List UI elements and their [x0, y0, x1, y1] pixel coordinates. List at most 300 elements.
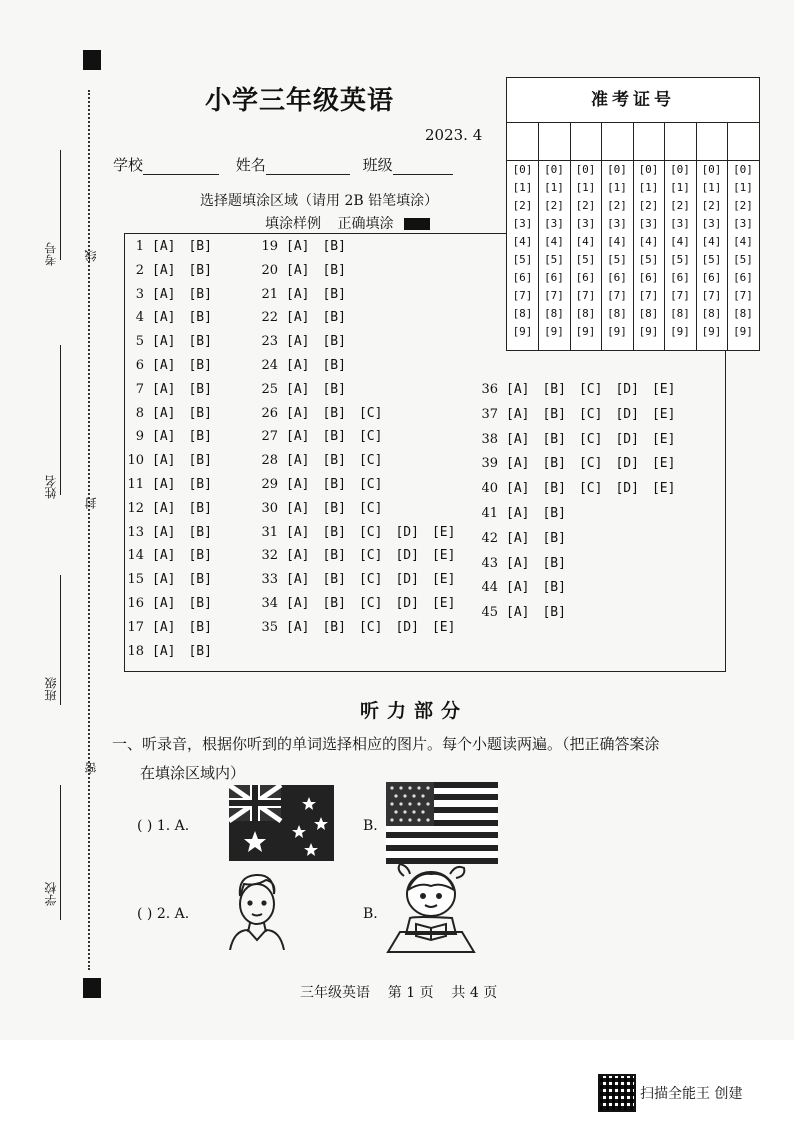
question-number: 32 [261, 548, 278, 564]
answer-bubble[interactable]: [A] [286, 358, 310, 373]
correct-label: 正确填涂 [337, 216, 394, 232]
answer-bubble[interactable]: [B] [322, 572, 346, 588]
girl-reading-image[interactable] [386, 862, 476, 956]
exam-digit-bubble[interactable]: [8] [512, 307, 533, 320]
answer-bubble[interactable]: [B] [322, 500, 346, 516]
side-school-line [60, 785, 61, 920]
binding-line [88, 90, 90, 970]
answer-row-13 [122, 525, 225, 540]
answer-bubble[interactable]: [B] [322, 548, 346, 564]
answer-bubble[interactable]: [E] [651, 431, 676, 447]
seal-label-line: 线 [84, 250, 98, 262]
exam-digit-bubble[interactable]: [7] [607, 289, 627, 302]
answer-bubble[interactable]: [E] [431, 596, 456, 611]
item-1-answer-paren[interactable]: ( ) [137, 818, 153, 834]
exam-digit-bubble[interactable]: [1] [575, 181, 596, 194]
answer-bubble[interactable]: [B] [188, 643, 212, 659]
answer-bubble[interactable]: [A] [506, 406, 530, 422]
exam-number-column [696, 122, 728, 350]
answer-bubble[interactable]: [D] [395, 572, 419, 588]
australia-flag-image[interactable] [229, 785, 334, 861]
answer-bubble[interactable]: [B] [542, 481, 566, 497]
answer-row-27 [256, 429, 395, 444]
exam-digit-bubble[interactable]: [2] [512, 199, 533, 212]
question-1-instruction: 一、听录音，根据你听到的单词选择相应的图片。每个小题读两遍。（把正确答案涂 [112, 735, 660, 753]
answer-bubble[interactable]: [B] [188, 572, 212, 588]
sample-label: 填涂样例 [265, 216, 321, 232]
exam-number-write-cell[interactable] [633, 122, 664, 161]
answer-bubble[interactable]: [A] [506, 481, 530, 497]
answer-row-3 [122, 287, 225, 302]
answer-bubble[interactable]: [C] [358, 524, 383, 540]
answer-bubble[interactable]: [B] [322, 334, 346, 350]
answer-row-11 [122, 477, 225, 492]
question-number: 27 [261, 429, 278, 445]
exam-digit-bubble[interactable]: [7] [733, 289, 753, 302]
exam-number-write-cell[interactable] [696, 122, 727, 161]
answer-row-31 [256, 525, 468, 540]
answer-bubble[interactable]: [A] [152, 239, 176, 254]
answer-bubble[interactable]: [B] [188, 334, 212, 350]
answer-bubble[interactable]: [B] [322, 619, 346, 635]
exam-digit-bubble[interactable]: [2] [575, 199, 596, 212]
answer-bubble[interactable]: [B] [542, 431, 566, 447]
exam-number-box [506, 77, 760, 351]
exam-digit-bubble[interactable]: [5] [638, 253, 659, 266]
answer-row-33 [256, 572, 468, 587]
answer-bubble[interactable]: [B] [322, 405, 346, 421]
answer-row-35 [256, 620, 468, 635]
student-info-row [113, 154, 453, 175]
answer-bubble[interactable]: [C] [358, 429, 383, 445]
answer-bubble[interactable]: [B] [188, 453, 212, 469]
answer-bubble[interactable]: [B] [188, 619, 212, 635]
question-number: 30 [261, 500, 278, 516]
exam-digit-bubble[interactable]: [0] [733, 163, 753, 176]
answer-bubble[interactable]: [B] [322, 262, 346, 278]
exam-digit-bubble[interactable]: [9] [512, 325, 533, 338]
exam-digit-bubble[interactable]: [1] [607, 181, 627, 194]
answer-bubble[interactable]: [A] [152, 429, 176, 445]
answer-bubble[interactable]: [B] [542, 382, 566, 397]
registration-mark-bottom [83, 978, 101, 998]
question-number: 15 [127, 572, 144, 588]
answer-bubble[interactable]: [B] [542, 530, 566, 546]
exam-digit-bubble[interactable]: [8] [733, 307, 753, 320]
answer-bubble[interactable]: [B] [188, 596, 212, 611]
exam-number-column [570, 122, 602, 350]
question-number: 38 [481, 431, 498, 447]
answer-bubble[interactable]: [E] [431, 548, 456, 564]
exam-digit-bubble[interactable]: [7] [670, 289, 690, 302]
answer-bubble[interactable]: [B] [322, 596, 346, 611]
exam-digit-bubble[interactable]: [6] [544, 271, 564, 284]
answer-bubble[interactable]: [A] [286, 548, 310, 564]
answer-bubble[interactable]: [B] [542, 555, 566, 571]
exam-digit-bubble[interactable]: [6] [701, 271, 722, 284]
page-title: 小学三年级英语 [205, 86, 395, 116]
exam-digit-bubble[interactable]: [1] [512, 181, 533, 194]
exam-digit-bubble[interactable]: [6] [607, 271, 627, 284]
exam-digit-bubble[interactable]: [0] [638, 163, 659, 176]
side-name-line [60, 345, 61, 495]
question-number: 37 [481, 406, 498, 422]
answer-bubble[interactable]: [D] [615, 481, 639, 497]
answer-bubble[interactable]: [C] [358, 572, 383, 588]
answer-row-41 [476, 506, 579, 521]
question-number: 25 [261, 381, 278, 397]
answer-bubble[interactable]: [B] [322, 524, 346, 540]
exam-digit-bubble[interactable]: [0] [512, 163, 533, 176]
answer-bubble[interactable]: [E] [431, 524, 456, 540]
answer-row-1 [122, 239, 225, 254]
boy-image[interactable] [226, 870, 288, 950]
answer-bubble[interactable]: [D] [615, 382, 639, 397]
exam-number-write-cell[interactable] [570, 122, 601, 161]
answer-bubble[interactable]: [B] [188, 381, 212, 397]
exam-digit-bubble[interactable]: [8] [638, 307, 659, 320]
answer-row-44 [476, 580, 579, 595]
side-class-line [60, 575, 61, 705]
answer-bubble[interactable]: [B] [322, 381, 346, 397]
exam-digit-bubble[interactable]: [2] [607, 199, 627, 212]
item-2-answer-paren[interactable]: ( ) [137, 906, 153, 922]
question-number: 2 [135, 262, 144, 278]
exam-digit-bubble[interactable]: [3] [701, 217, 722, 230]
exam-number-column [665, 122, 697, 350]
answer-bubble[interactable]: [A] [152, 619, 176, 635]
answer-bubble[interactable]: [B] [322, 477, 346, 492]
exam-digit-bubble[interactable]: [0] [670, 163, 690, 176]
exam-digit-bubble[interactable]: [5] [733, 253, 753, 266]
exam-digit-bubble[interactable]: [0] [575, 163, 596, 176]
answer-bubble[interactable]: [A] [506, 580, 530, 596]
question-number: 14 [127, 548, 144, 564]
exam-digit-bubble[interactable]: [9] [607, 325, 627, 338]
question-number: 10 [127, 453, 144, 469]
exam-number-column [539, 122, 571, 350]
answer-bubble[interactable]: [A] [286, 334, 310, 350]
answer-row-22 [256, 310, 359, 325]
exam-digit-bubble[interactable]: [5] [670, 253, 690, 266]
answer-bubble[interactable]: [E] [651, 456, 676, 472]
exam-digit-bubble[interactable]: [8] [575, 307, 596, 320]
answer-bubble[interactable]: [E] [651, 382, 676, 397]
answer-bubble[interactable]: [A] [152, 334, 176, 350]
answer-bubble[interactable]: [E] [651, 481, 676, 497]
answer-bubble[interactable]: [A] [152, 596, 176, 611]
answer-bubble[interactable]: [A] [152, 572, 176, 588]
exam-digit-bubble[interactable]: [8] [670, 307, 690, 320]
answer-row-7 [122, 382, 225, 397]
answer-bubble[interactable]: [A] [286, 477, 310, 492]
exam-digit-bubble[interactable]: [4] [733, 235, 753, 248]
exam-digit-bubble[interactable]: [7] [512, 289, 533, 302]
answer-bubble[interactable]: [C] [358, 405, 383, 421]
exam-digit-bubble[interactable]: [5] [575, 253, 596, 266]
answer-bubble[interactable]: [D] [395, 524, 419, 540]
answer-bubble[interactable]: [A] [506, 382, 530, 397]
exam-number-write-cell[interactable] [665, 122, 696, 161]
answer-bubble[interactable]: [C] [578, 406, 603, 422]
exam-digit-bubble[interactable]: [4] [512, 235, 533, 248]
exam-digit-bubble[interactable]: [3] [512, 217, 533, 230]
question-number: 5 [135, 334, 144, 350]
answer-bubble[interactable]: [A] [286, 239, 310, 254]
exam-digit-bubble[interactable]: [0] [544, 163, 564, 176]
exam-digit-bubble[interactable]: [1] [733, 181, 753, 194]
exam-digit-bubble[interactable]: [6] [670, 271, 690, 284]
answer-bubble[interactable]: [A] [506, 605, 530, 621]
answer-bubble[interactable]: [C] [358, 619, 383, 635]
exam-digit-bubble[interactable]: [9] [670, 325, 690, 338]
answer-bubble[interactable]: [B] [322, 453, 346, 469]
exam-digit-bubble[interactable]: [6] [575, 271, 596, 284]
answer-row-30 [256, 501, 395, 516]
exam-digit-bubble[interactable]: [1] [701, 181, 722, 194]
class-field[interactable] [393, 174, 453, 175]
exam-number-write-cell[interactable] [728, 122, 759, 161]
exam-digit-bubble[interactable]: [9] [544, 325, 564, 338]
answer-bubble[interactable]: [A] [286, 262, 310, 278]
exam-digit-bubble[interactable]: [2] [638, 199, 659, 212]
item-1-label: 1. A. [156, 818, 190, 834]
exam-digit-bubble[interactable]: [3] [670, 217, 690, 230]
exam-digit-bubble[interactable]: [4] [638, 235, 659, 248]
exam-digit-bubble[interactable]: [5] [607, 253, 627, 266]
exam-digit-bubble[interactable]: [5] [544, 253, 564, 266]
answer-row-40 [476, 481, 688, 496]
answer-bubble[interactable]: [A] [152, 548, 176, 564]
exam-number-write-cell[interactable] [602, 122, 633, 161]
question-number: 21 [261, 286, 278, 302]
answer-bubble[interactable]: [D] [395, 619, 419, 635]
answer-bubble[interactable]: [B] [188, 262, 212, 278]
answer-bubble[interactable]: [A] [152, 381, 176, 397]
item-2-b-label: B. [363, 906, 378, 922]
exam-digit-bubble[interactable]: [2] [670, 199, 690, 212]
answer-row-2 [122, 263, 225, 278]
exam-digit-bubble[interactable]: [3] [733, 217, 753, 230]
exam-digit-bubble[interactable]: [7] [638, 289, 659, 302]
answer-bubble[interactable]: [A] [152, 643, 176, 659]
answer-row-45 [476, 605, 579, 620]
answer-bubble[interactable]: [A] [152, 524, 176, 540]
answer-bubble[interactable]: [A] [286, 596, 310, 611]
question-number: 9 [135, 429, 144, 445]
exam-digit-bubble[interactable]: [7] [701, 289, 722, 302]
answer-bubble[interactable]: [B] [322, 429, 346, 445]
answer-bubble[interactable]: [B] [188, 429, 212, 445]
answer-bubble[interactable]: [B] [542, 605, 566, 621]
answer-bubble[interactable]: [A] [286, 453, 310, 469]
answer-row-39 [476, 456, 688, 471]
class-label: 班级 [362, 156, 393, 174]
answer-bubble[interactable]: [C] [578, 431, 603, 447]
answer-bubble[interactable]: [A] [286, 619, 310, 635]
exam-digit-bubble[interactable]: [5] [512, 253, 533, 266]
exam-digit-bubble[interactable]: [0] [701, 163, 722, 176]
answer-bubble[interactable]: [A] [152, 310, 176, 326]
answer-bubble[interactable]: [A] [286, 524, 310, 540]
answer-bubble[interactable]: [C] [578, 481, 603, 497]
answer-bubble[interactable]: [A] [506, 506, 530, 521]
exam-digit-bubble[interactable]: [2] [701, 199, 722, 212]
exam-digit-bubble[interactable]: [2] [733, 199, 753, 212]
answer-bubble[interactable]: [A] [506, 456, 530, 472]
exam-digit-bubble[interactable]: [9] [701, 325, 722, 338]
exam-number-write-cell[interactable] [507, 122, 538, 161]
answer-bubble[interactable]: [B] [322, 358, 346, 373]
answer-bubble[interactable]: [A] [286, 286, 310, 302]
exam-digit-bubble[interactable]: [4] [544, 235, 564, 248]
exam-digit-bubble[interactable]: [7] [575, 289, 596, 302]
exam-digit-bubble[interactable]: [3] [638, 217, 659, 230]
answer-bubble[interactable]: [C] [578, 382, 603, 397]
answer-bubble[interactable]: [C] [578, 456, 603, 472]
answer-bubble[interactable]: [D] [615, 431, 639, 447]
exam-digit-bubble[interactable]: [1] [544, 181, 564, 194]
exam-digit-bubble[interactable]: [3] [544, 217, 564, 230]
answer-bubble[interactable]: [B] [188, 286, 212, 302]
scanner-watermark: 扫描全能王 创建 [640, 1086, 743, 1102]
name-label: 姓名 [235, 156, 266, 174]
exam-digit-bubble[interactable]: [6] [638, 271, 659, 284]
answer-bubble[interactable]: [C] [358, 500, 383, 516]
answer-bubble[interactable]: [A] [286, 572, 310, 588]
exam-digit-bubble[interactable]: [3] [575, 217, 596, 230]
answer-bubble[interactable]: [C] [358, 477, 383, 492]
answer-bubble[interactable]: [A] [286, 310, 310, 326]
exam-digit-bubble[interactable]: [0] [607, 163, 627, 176]
answer-bubble[interactable]: [B] [188, 500, 212, 516]
answer-row-21 [256, 287, 359, 302]
answer-row-6 [122, 358, 225, 373]
answer-bubble[interactable]: [A] [152, 477, 176, 492]
answer-row-43 [476, 556, 579, 571]
answer-bubble[interactable]: [A] [286, 429, 310, 445]
question-number: 20 [261, 262, 278, 278]
question-number: 34 [261, 596, 278, 611]
answer-bubble[interactable]: [B] [322, 239, 346, 254]
answer-row-15 [122, 572, 225, 587]
exam-digit-bubble[interactable]: [2] [544, 199, 564, 212]
answer-bubble[interactable]: [A] [506, 530, 530, 546]
answer-bubble[interactable]: [D] [615, 456, 639, 472]
exam-number-write-cell[interactable] [539, 122, 570, 161]
answer-bubble[interactable]: [D] [395, 548, 419, 564]
answer-bubble[interactable]: [A] [152, 500, 176, 516]
answer-row-26 [256, 406, 395, 421]
school-field[interactable] [143, 174, 219, 175]
answer-bubble[interactable]: [D] [615, 406, 639, 422]
answer-bubble[interactable]: [A] [506, 555, 530, 571]
exam-digit-bubble[interactable]: [9] [638, 325, 659, 338]
name-field[interactable] [266, 174, 350, 175]
exam-digit-bubble[interactable]: [9] [575, 325, 596, 338]
answer-bubble[interactable]: [B] [188, 477, 212, 492]
answer-bubble[interactable]: [B] [542, 456, 566, 472]
answer-bubble[interactable]: [E] [431, 572, 456, 588]
answer-bubble[interactable]: [B] [188, 310, 212, 326]
answer-bubble[interactable]: [B] [542, 506, 566, 521]
question-number: 11 [127, 477, 144, 492]
exam-digit-bubble[interactable]: [7] [544, 289, 564, 302]
question-number: 28 [261, 453, 278, 469]
question-number: 8 [135, 405, 144, 421]
exam-no-line [60, 150, 61, 260]
exam-digit-bubble[interactable]: [3] [607, 217, 627, 230]
answer-bubble[interactable]: [B] [322, 286, 346, 302]
answer-bubble[interactable]: [C] [358, 548, 383, 564]
answer-bubble[interactable]: [B] [188, 524, 212, 540]
answer-bubble[interactable]: [A] [286, 381, 310, 397]
side-class-label: 班级 [44, 677, 58, 701]
answer-row-19 [256, 239, 359, 254]
question-number: 41 [481, 506, 498, 521]
usa-flag-image[interactable] [386, 782, 498, 864]
answer-bubble[interactable]: [C] [358, 596, 383, 611]
exam-digit-bubble[interactable]: [4] [607, 235, 627, 248]
exam-digit-bubble[interactable]: [6] [733, 271, 753, 284]
answer-bubble[interactable]: [A] [152, 286, 176, 302]
registration-mark-top [83, 50, 101, 70]
question-number: 35 [261, 619, 278, 635]
answer-bubble[interactable]: [E] [431, 619, 456, 635]
answer-bubble[interactable]: [A] [286, 405, 310, 421]
question-1-instruction-cont: 在填涂区域内） [140, 764, 246, 782]
answer-bubble[interactable]: [B] [188, 405, 212, 421]
exam-digit-bubble[interactable]: [4] [670, 235, 690, 248]
answer-bubble[interactable]: [B] [542, 580, 566, 596]
answer-bubble[interactable]: [A] [152, 262, 176, 278]
exam-number-column [507, 122, 539, 350]
answer-bubble[interactable]: [B] [188, 239, 212, 254]
exam-digit-bubble[interactable]: [1] [638, 181, 659, 194]
answer-bubble[interactable]: [A] [506, 431, 530, 447]
answer-bubble[interactable]: [A] [152, 453, 176, 469]
exam-digit-bubble[interactable]: [8] [701, 307, 722, 320]
exam-digit-bubble[interactable]: [1] [670, 181, 690, 194]
answer-bubble[interactable]: [C] [358, 453, 383, 469]
question-number: 18 [127, 643, 144, 659]
exam-digit-bubble[interactable]: [5] [701, 253, 722, 266]
answer-bubble[interactable]: [B] [188, 548, 212, 564]
question-number: 24 [261, 358, 278, 373]
answer-area-title: 选择题填涂区域（请用 2B 铅笔填涂） [200, 193, 439, 209]
exam-digit-bubble[interactable]: [4] [701, 235, 722, 248]
answer-row-4 [122, 310, 225, 325]
answer-bubble[interactable]: [B] [188, 358, 212, 373]
answer-bubble[interactable]: [B] [542, 406, 566, 422]
answer-row-18 [122, 644, 225, 659]
question-number: 3 [135, 286, 144, 302]
answer-bubble[interactable]: [D] [395, 596, 419, 611]
exam-digit-bubble[interactable]: [8] [607, 307, 627, 320]
answer-bubble[interactable]: [E] [651, 406, 676, 422]
answer-bubble[interactable]: [A] [286, 500, 310, 516]
answer-bubble[interactable]: [B] [322, 310, 346, 326]
question-number: 22 [261, 310, 278, 326]
answer-bubble[interactable]: [A] [152, 405, 176, 421]
answer-bubble[interactable]: [A] [152, 358, 176, 373]
exam-digit-bubble[interactable]: [9] [733, 325, 753, 338]
exam-digit-bubble[interactable]: [4] [575, 235, 596, 248]
exam-digit-bubble[interactable]: [6] [512, 271, 533, 284]
exam-date: 2023. 4 [425, 126, 483, 144]
answer-row-34 [256, 596, 468, 611]
exam-digit-bubble[interactable]: [8] [544, 307, 564, 320]
